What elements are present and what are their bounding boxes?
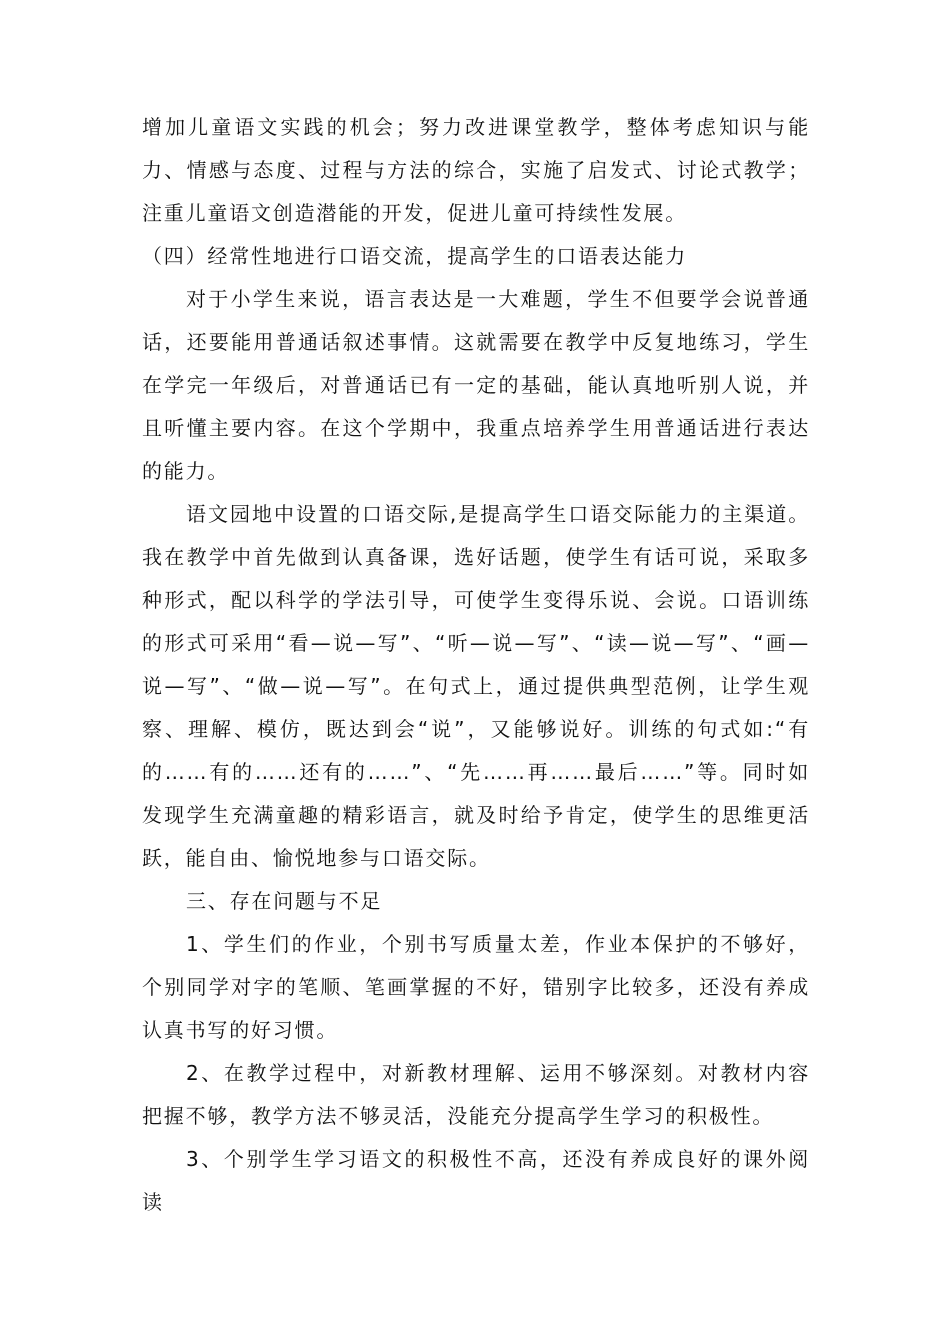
problem-item-3: 3、个别学生学习语文的积极性不高，还没有养成良好的课外阅读 [142, 1147, 810, 1214]
paragraph-oral-communication: 语文园地中设置的口语交际,是提高学生口语交际能力的主渠道。我在教学中首先做到认真备课，选好话题，使学生有话可说，采取多种形式，配以科学的学法引导，可使学生变得乐说、会说。口语训练的形式可采用“看—说—写”、“听—说—写”、“读—说—写”、“画—说—写”、“做—说—写”。在句式上，通过提供典型范例，让学生观察、理解、模仿，既达到会“说”，又能够说好。训练的句式如:“有的……有的……还有的……”、“先……再……最后……”等。同时如发现学生充满童趣的精彩语言，就及时给予肯定，使学生的思维更活跃，能自由、愉悦地参与口语交际。 [142, 502, 810, 870]
problem-item-2: 2、在教学过程中，对新教材理解、运用不够深刻。对教材内容把握不够，教学方法不够灵活，没能充分提高学生学习的积极性。 [142, 1061, 810, 1128]
document-body [142, 106, 810, 1224]
paragraph-continued: 增加儿童语文实践的机会；努力改进课堂教学，整体考虑知识与能力、情感与态度、过程与方法的综合，实施了启发式、讨论式教学；注重儿童语文创造潜能的开发，促进儿童可持续性发展。 [142, 115, 810, 225]
section-heading-4: （四）经常性地进行口语交流，提高学生的口语表达能力 [142, 244, 687, 268]
problem-item-1: 1、学生们的作业，个别书写质量太差，作业本保护的不够好，个别同学对字的笔顺、笔画掌握的不好，错别字比较多，还没有养成认真书写的好习惯。 [142, 932, 810, 1042]
section-heading-3: 三、存在问题与不足 [186, 889, 383, 913]
paragraph-oral-expression: 对于小学生来说，语言表达是一大难题，学生不但要学会说普通话，还要能用普通话叙述事情。这就需要在教学中反复地练习，学生在学完一年级后，对普通话已有一定的基础，能认真地听别人说，并且听懂主要内容。在这个学期中，我重点培养学生用普通话进行表达的能力。 [142, 287, 810, 483]
